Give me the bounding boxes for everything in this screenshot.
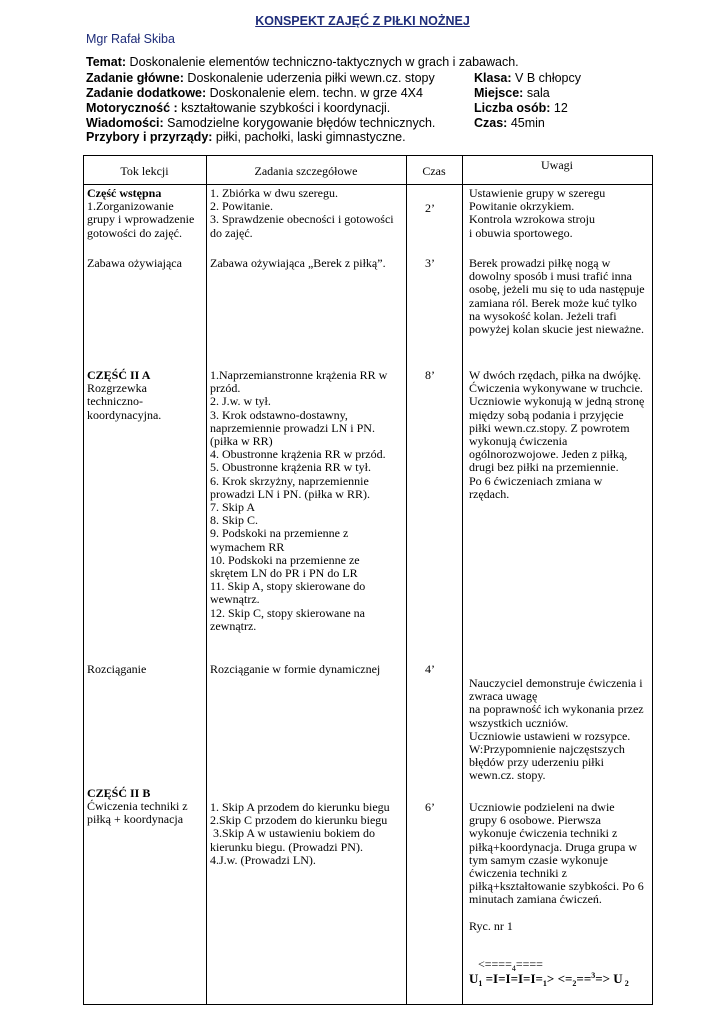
section-heading: CZĘŚĆ II B <box>87 786 151 800</box>
text-line: Nauczyciel demonstruje ćwiczenia i <box>469 676 643 690</box>
text-line: kierunku biegu. (Prowadzi PN). <box>210 839 363 854</box>
diagram-text: == <box>576 971 592 986</box>
text-line: dowolny sposób i musi trafić inna <box>469 269 632 284</box>
text-line: Po 6 ćwiczeniach zmiana w <box>469 473 603 488</box>
text-line: między sobą podania i przyjęcie <box>469 407 624 422</box>
row-zabawa-zadania <box>210 257 405 270</box>
diagram-formation <box>469 971 629 988</box>
text-line: Zabawa ożywiająca <box>87 256 182 270</box>
text-line: 12. Skip C, stopy skierowane na <box>210 605 365 620</box>
text-line: 1. Zbiórka w dwu szeregu. <box>210 186 338 200</box>
header-zadania: Zadania szczegółowe <box>254 164 358 178</box>
row-czesc-2a-czas: 8’ <box>425 368 435 382</box>
text-line: ćwiczenia techniki z <box>469 866 567 881</box>
row-czesc-2b-uwagi <box>469 801 651 933</box>
text-line: wszystkich uczniów. <box>469 715 569 730</box>
row-zabawa-tok <box>87 257 205 270</box>
text-line: zamiana ról. Berek może kuć tylko <box>469 295 637 310</box>
text-line: do zajęć. <box>210 225 253 240</box>
row-wstepna-zadania <box>210 187 405 240</box>
header-czas: Czas <box>422 164 446 178</box>
text-line: rzędach. <box>469 486 510 501</box>
text-line: (piłka w RR) <box>210 434 273 449</box>
text-line: 4.J.w. (Prowadzi LN). <box>210 852 316 867</box>
diagram-text: => U <box>595 971 623 986</box>
text-line: 8. Skip C. <box>210 513 259 528</box>
row-czesc-2b-czas: 6’ <box>425 800 435 814</box>
text-line: wykonuje ćwiczenia techniki z <box>469 826 618 841</box>
info-czas: Czas: 45min <box>474 116 545 130</box>
text-line: zwraca uwagę <box>469 689 538 704</box>
text-line: Ćwiczenia wykonywane w truchcie. <box>469 381 643 396</box>
row-rozciaganie-zadania <box>210 663 405 676</box>
text-line: wymachem RR <box>210 539 285 554</box>
row-rozciaganie-uwagi <box>469 677 651 783</box>
diagram-text: 3 <box>591 971 596 980</box>
info-zadanie-glowne: Zadanie główne: Doskonalenie uderzenia piłki wewn.cz. stopy <box>86 71 435 85</box>
info-temat: Temat: Doskonalenie elementów techniczno-taktycznych w grach i zabawach. <box>86 55 519 69</box>
text-line: wewn.cz. stopy. <box>469 768 546 783</box>
text-line: powyżej kolan skucie jest nieważne. <box>469 322 644 337</box>
text-line: Rozgrzewka <box>87 381 147 396</box>
row-wstepna-czas: 2’ <box>425 201 435 215</box>
text-line: Uczniowie wykonują w jedną stronę <box>469 394 645 409</box>
info-przybory: Przybory i przyrządy: piłki, pachołki, laski gimnastyczne. <box>86 130 406 144</box>
text-line: ogólnorozwojowe. Jeden z piłką, <box>469 447 628 462</box>
text-line: wykonują ćwiczenia <box>469 434 568 449</box>
info-wiadomosci: Wiadomości: Samodzielne korygowanie błędów technicznych. <box>86 116 436 130</box>
text-line: minutach zamiana ćwiczeń. <box>469 892 602 907</box>
table-border-left <box>83 155 84 1005</box>
text-line: tym samym czasie wykonuje <box>469 852 608 867</box>
text-line: gotowości do zajęć. <box>87 225 182 240</box>
row-czesc-2b-zadania <box>210 801 405 867</box>
text-line: Uczniowie ustawieni w rozsypce. <box>469 728 631 743</box>
text-line: koordynacyjna. <box>87 407 162 422</box>
text-line: Powitanie okrzykiem. <box>469 199 575 214</box>
text-line: skrętem LN do PR i PN do LR <box>210 566 358 581</box>
page-title: KONSPEKT ZAJĘĆ Z PIŁKI NOŻNEJ <box>255 14 470 28</box>
text-line: piłką+koordynacja. Druga grupa w <box>469 839 638 854</box>
diagram-text: 2 <box>622 979 629 988</box>
row-wstepna-uwagi <box>469 187 651 240</box>
column-divider-3 <box>462 155 463 1005</box>
text-line: 9. Podskoki na przemienne z <box>210 526 349 541</box>
text-line: grupy 6 osobowe. Pierwsza <box>469 813 601 828</box>
diagram-text: 2 <box>572 979 577 988</box>
text-line: 3.Skip A w ustawieniu bokiem do <box>210 826 375 841</box>
table-border-bottom <box>83 1004 653 1005</box>
text-line: piłką + koordynacja <box>87 812 184 827</box>
text-line: W:Przypomnienie najczęstszych <box>469 742 625 757</box>
text-line: Zabawa ożywiająca „Berek z piłką”. <box>210 256 386 270</box>
row-czesc-2b-tok <box>87 787 205 827</box>
text-line: 1.Naprzemianstronne krążenia RR w <box>210 368 388 382</box>
text-line: zewnątrz. <box>210 618 257 633</box>
diagram-text: <==== <box>478 957 512 971</box>
row-czesc-2a-uwagi <box>469 369 651 501</box>
text-line <box>469 907 651 920</box>
row-rozciaganie-tok <box>87 663 205 676</box>
diagram-text: ==== <box>515 957 543 971</box>
column-divider-1 <box>206 155 207 1005</box>
row-zabawa-czas: 3’ <box>425 256 435 270</box>
text-line: 1.Zorganizowanie <box>87 199 174 214</box>
text-line: wewnątrz. <box>210 592 260 607</box>
author: Mgr Rafał Skiba <box>86 32 175 46</box>
text-line: Kontrola wzrokowa stroju <box>469 212 595 227</box>
diagram-text: 1 <box>478 979 483 988</box>
diagram-text: =I=I=I=I= <box>482 971 543 986</box>
table-header-divider <box>83 184 653 185</box>
info-motorycznosc: Motoryczność : kształtowanie szybkości i koordynacji. <box>86 101 391 115</box>
text-line: na wysokość kolan. Jeżeli trafi <box>469 308 617 323</box>
text-line: 7. Skip A <box>210 500 256 515</box>
header-uwagi: Uwagi <box>541 158 573 172</box>
text-line: Ryc. nr 1 <box>469 918 513 933</box>
text-line: osobę, jeżeli mu się to uda następuje <box>469 282 645 297</box>
row-wstepna-tok <box>87 187 205 240</box>
text-line: 2. J.w. w tył. <box>210 394 271 409</box>
info-miejsce: Miejsce: sala <box>474 86 550 100</box>
info-klasa: Klasa: V B chłopcy <box>474 71 582 85</box>
text-line: 3. Sprawdzenie obecności i gotowości <box>210 212 394 227</box>
text-line: 5. Obustronne krążenia RR w tył. <box>210 460 371 475</box>
diagram-text: 4 <box>511 964 516 973</box>
text-line: techniczno- <box>87 394 143 409</box>
text-line: Rozciąganie <box>87 662 147 676</box>
table-border-top <box>83 155 653 156</box>
text-line: W dwóch rzędach, piłka na dwójkę. <box>469 368 642 382</box>
text-line: Uczniowie podzieleni na dwie <box>469 800 615 814</box>
lesson-table <box>83 155 653 1005</box>
text-line: Ćwiczenia techniki z <box>87 799 188 814</box>
diagram-text: 1 <box>542 979 547 988</box>
diagram-text: > <= <box>546 971 573 986</box>
text-line: błędów przy uderzeniu piłki <box>469 755 604 770</box>
text-line: prowadzi LN i PN. (piłka w RR). <box>210 486 370 501</box>
text-line: piłki wewn.cz.stopy. Z powrotem <box>469 420 630 435</box>
section-heading: CZĘŚĆ II A <box>87 368 151 382</box>
text-line: 6. Krok skrzyżny, naprzemiennie <box>210 473 369 488</box>
row-czesc-2a-tok <box>87 369 205 422</box>
text-line: grupy i wprowadzenie <box>87 212 195 227</box>
row-zabawa-uwagi <box>469 257 651 336</box>
text-line: drugi bez piłki na przemiennie. <box>469 460 619 475</box>
section-heading: Część wstępna <box>87 186 162 200</box>
info-liczba-osob: Liczba osób: 12 <box>474 101 568 115</box>
text-line: Berek prowadzi piłkę nogą w <box>469 256 611 270</box>
table-border-right <box>652 155 653 1005</box>
text-line: 11. Skip A, stopy skierowane do <box>210 579 366 594</box>
text-line: 10. Podskoki na przemienne ze <box>210 552 360 567</box>
text-line: Ustawienie grupy w szeregu <box>469 186 606 200</box>
text-line: na poprawność ich wykonania przez <box>469 702 644 717</box>
header-tok-lekcji: Tok lekcji <box>120 164 169 178</box>
info-zadanie-dodatkowe: Zadanie dodatkowe: Doskonalenie elem. techn. w grze 4X4 <box>86 86 423 100</box>
text-line: 2. Powitanie. <box>210 199 273 214</box>
text-line: naprzemiennie prowadzi LN i PN. <box>210 420 375 435</box>
text-line: 2.Skip C przodem do kierunku biegu <box>210 813 388 828</box>
column-divider-2 <box>406 155 407 1005</box>
text-line: Rozciąganie w formie dynamicznej <box>210 662 381 676</box>
text-line: 4. Obustronne krążenia RR w przód. <box>210 447 386 462</box>
text-line: przód. <box>210 381 241 396</box>
row-rozciaganie-czas: 4’ <box>425 662 435 676</box>
diagram-text: U <box>469 971 479 986</box>
text-line: 1. Skip A przodem do kierunku biegu <box>210 800 390 814</box>
text-line: piłką+kształtowanie szybkości. Po 6 <box>469 879 644 894</box>
text-line: i obuwia sportowego. <box>469 225 573 240</box>
row-czesc-2a-zadania <box>210 369 405 633</box>
text-line: 3. Krok odstawno-dostawny, <box>210 407 348 422</box>
